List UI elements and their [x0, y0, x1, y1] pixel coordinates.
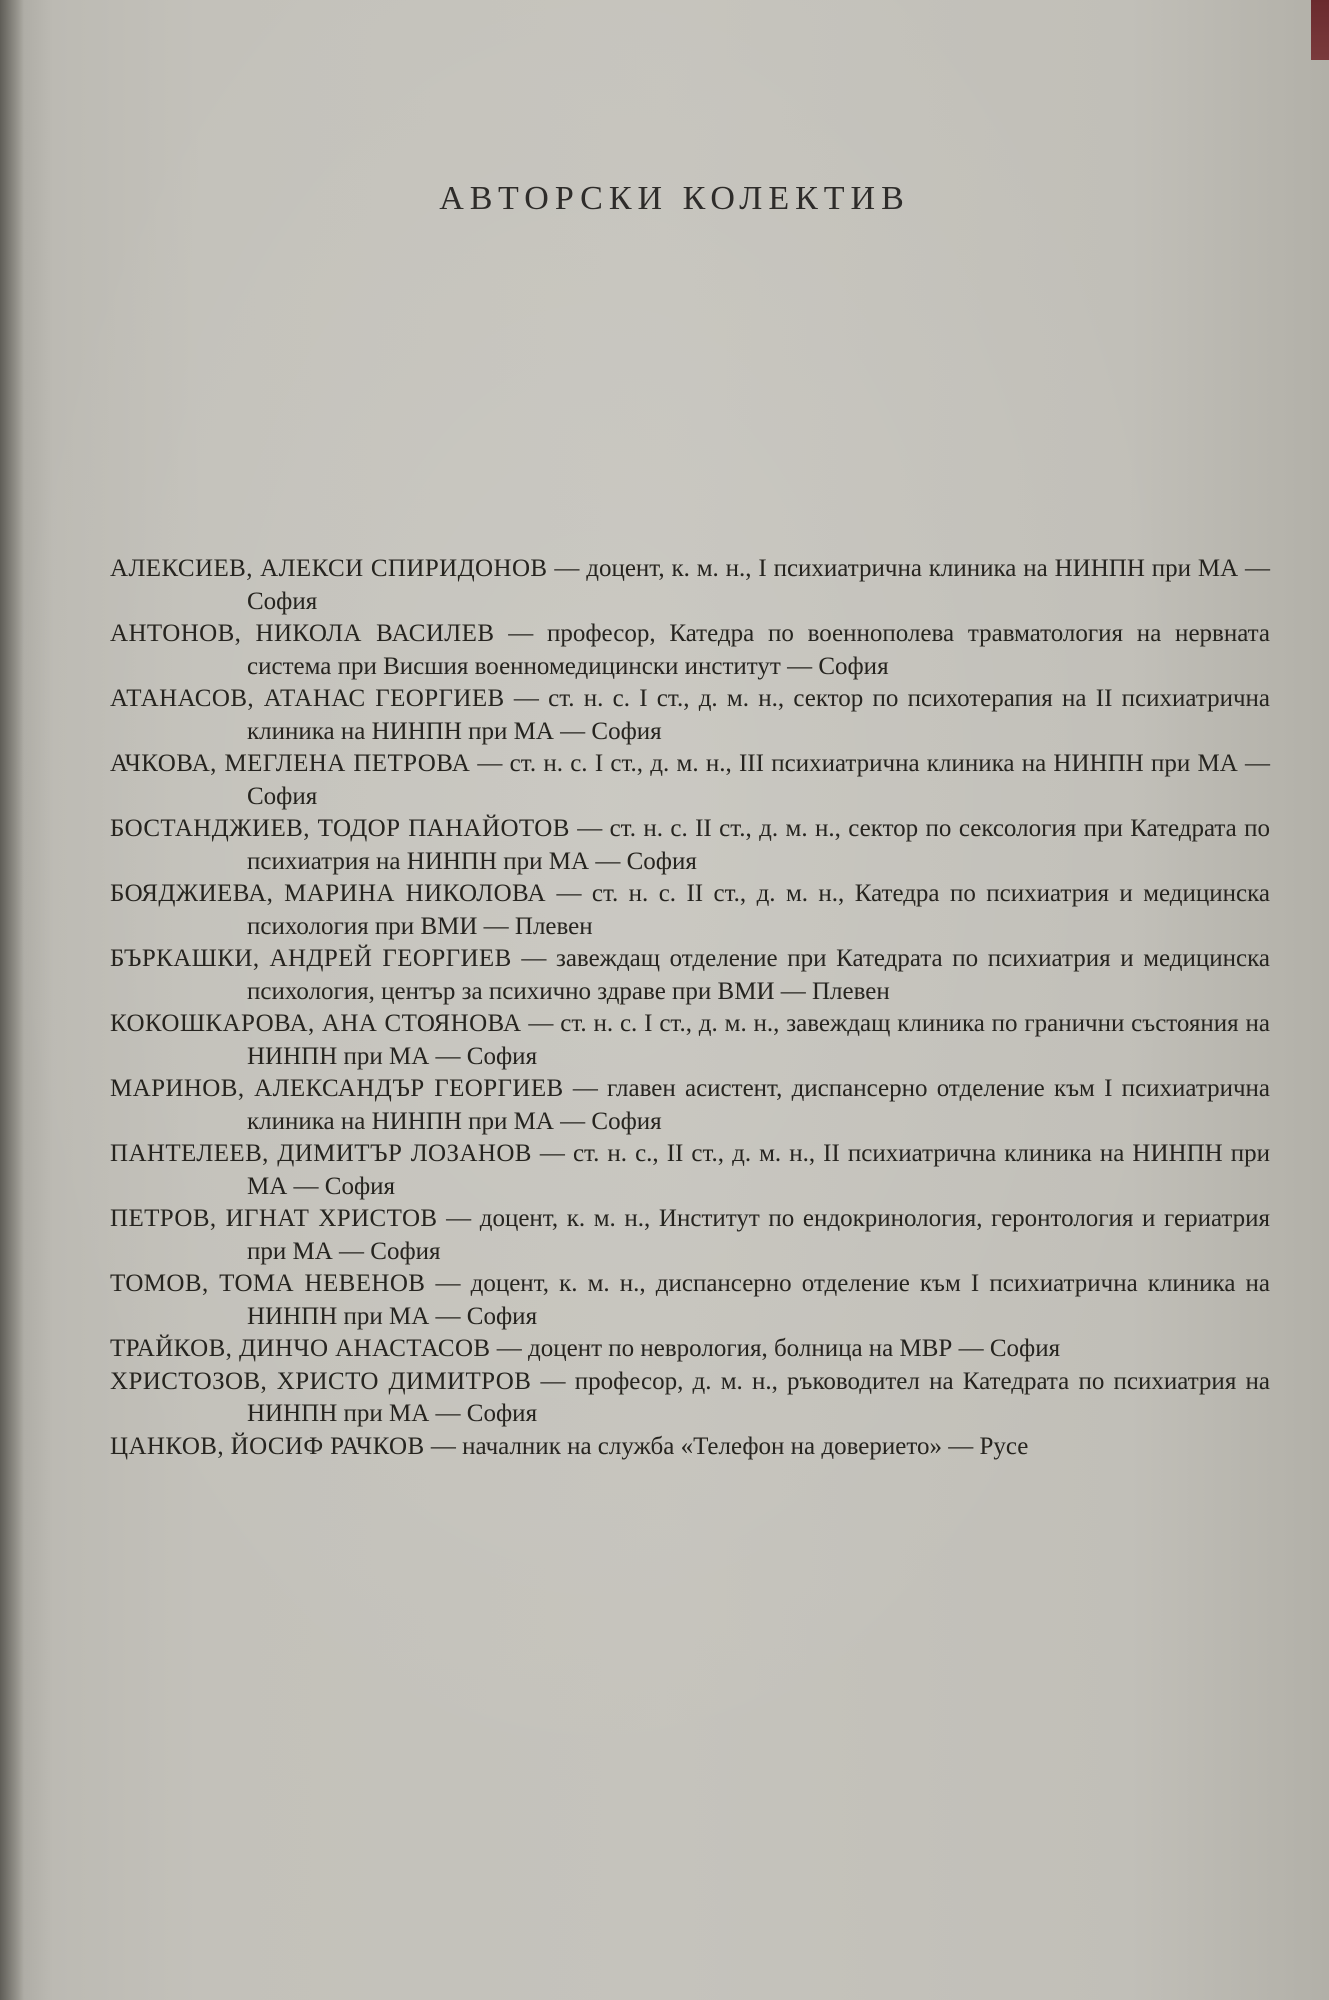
author-entry: [110, 878, 1270, 943]
cover-edge: [1311, 0, 1329, 60]
author-entry: [110, 1431, 1270, 1464]
author-description: — ст. н. с. I ст., д. м. н., III психиатрична клиника на НИНПН при МА — София: [247, 750, 1271, 810]
author-description: — ст. н. с. II ст., д. м. н., сектор по сексология при Катедрата по психиатрия на НИНПН при МА — София: [247, 815, 1270, 875]
author-name: АЛЕКСИЕВ, АЛЕКСИ СПИРИДОНОВ: [110, 555, 548, 582]
author-name: АТАНАСОВ, АТАНАС ГЕОРГИЕВ: [110, 685, 505, 712]
author-description: — ст. н. с. I ст., д. м. н., сектор по психотерапия на II психиатрична клиника на НИНПН при МА — София: [247, 685, 1271, 745]
author-description: — професор, д. м. н., ръководител на Катедрата по психиатрия на НИНПН при МА — София: [247, 1367, 1270, 1427]
author-description: — началник на служба «Телефон на доверието» — Русе: [430, 1432, 1029, 1460]
author-description: — главен асистент, диспансерно отделение към I психиатрична клиника на НИНПН при МА — София: [247, 1075, 1271, 1135]
author-entry: [110, 1138, 1270, 1203]
author-name: БОСТАНДЖИЕВ, ТОДОР ПАНАЙОТОВ: [110, 815, 570, 842]
author-description: — доцент, к. м. н., I психиатрична клиника на НИНПН при МА — София: [247, 555, 1270, 615]
author-name: ПЕТРОВ, ИГНАТ ХРИСТОВ: [110, 1205, 438, 1232]
author-entry: [110, 618, 1270, 683]
author-description: — доцент, к. м. н., диспансерно отделение към I психиатрична клиника на НИНПН при МА — София: [247, 1270, 1271, 1330]
author-entry: [110, 1073, 1270, 1138]
author-entry: [110, 1203, 1270, 1268]
author-name: ТРАЙКОВ, ДИНЧО АНАСТАСОВ: [110, 1335, 491, 1362]
author-description: — ст. н. с., II ст., д. м. н., II психиатрична клиника на НИНПН при МА — София: [247, 1140, 1270, 1200]
page-title: АВТОРСКИ КОЛЕКТИВ: [439, 180, 910, 217]
author-name: БОЯДЖИЕВА, МАРИНА НИКОЛОВА: [110, 880, 547, 907]
spine-shadow: [0, 0, 24, 2000]
author-list: [110, 553, 1270, 1463]
author-entry: [110, 683, 1270, 748]
author-name: ХРИСТОЗОВ, ХРИСТО ДИМИТРОВ: [110, 1367, 532, 1395]
author-entry: [110, 813, 1270, 878]
author-name: ПАНТЕЛЕЕВ, ДИМИТЪР ЛОЗАНОВ: [110, 1140, 532, 1167]
author-entry: [110, 943, 1270, 1008]
author-description: — доцент, к. м. н., Институт по ендокринология, геронтология и гериатрия при МА — София: [247, 1205, 1271, 1265]
author-entry: [110, 1268, 1270, 1333]
author-name: БЪРКАШКИ, АНДРЕЙ ГЕОРГИЕВ: [110, 945, 512, 972]
author-entry: [110, 1008, 1270, 1073]
author-entry: [110, 1366, 1270, 1431]
author-name: АЧКОВА, МЕГЛЕНА ПЕТРОВА: [110, 750, 471, 777]
author-name: АНТОНОВ, НИКОЛА ВАСИЛЕВ: [110, 620, 495, 647]
author-name: ТОМОВ, ТОМА НЕВЕНОВ: [110, 1270, 426, 1297]
author-description: — завеждащ отделение при Катедрата по психиатрия и медицинска психология, център за психично здраве при ВМИ — Плевен: [247, 945, 1270, 1005]
author-name: МАРИНОВ, АЛЕКСАНДЪР ГЕОРГИЕВ: [110, 1075, 564, 1102]
author-name: ЦАНКОВ, ЙОСИФ РАЧКОВ: [110, 1432, 425, 1460]
author-description: — доцент по неврология, болница на МВР — София: [496, 1335, 1061, 1362]
author-name: КОКОШКАРОВА, АНА СТОЯНОВА: [110, 1010, 522, 1037]
author-description: — ст. н. с. II ст., д. м. н., Катедра по психиатрия и медицинска психология при ВМИ — Плевен: [247, 880, 1271, 940]
author-description: — професор, Катедра по военнополева травматология на нервната система при Висшия военномедицински институт — София: [247, 620, 1270, 680]
author-entry: [110, 748, 1270, 813]
author-entry: [110, 1333, 1270, 1366]
author-entry: [110, 553, 1270, 618]
author-description: — ст. н. с. I ст., д. м. н., завеждащ клиника по гранични състояния на НИНПН при МА — София: [247, 1010, 1271, 1070]
